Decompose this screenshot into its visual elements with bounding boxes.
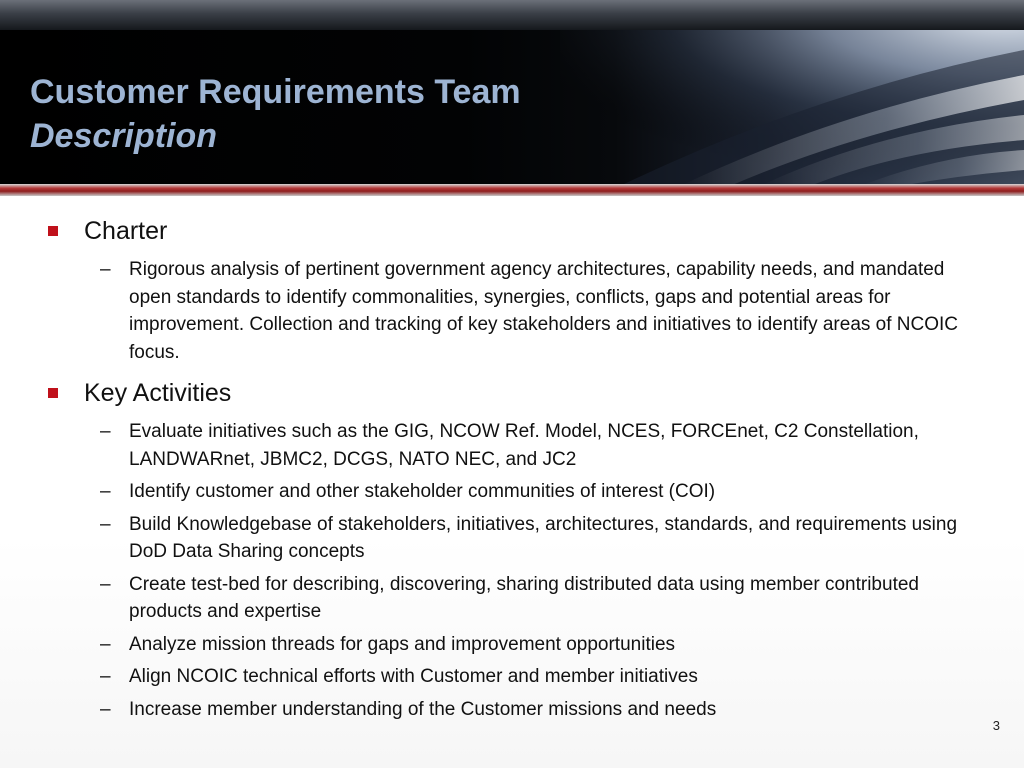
sub-bullet: [0, 511, 1024, 566]
earth-horizon-image: [560, 30, 1024, 186]
bullet-heading: Key Activities: [84, 379, 232, 407]
header-top-band: [0, 0, 1024, 30]
sub-bullet-text: Analyze mission threads for gaps and improvement opportunities: [129, 633, 676, 655]
dash-bullet-icon: –: [100, 698, 111, 720]
sub-bullet: [0, 418, 1024, 473]
sub-bullet-text: Increase member understanding of the Customer missions and needs: [129, 698, 717, 720]
square-bullet-icon: [48, 388, 58, 398]
sub-bullet: [0, 571, 1024, 626]
slide-title: Customer Requirements Team: [30, 73, 521, 111]
dash-bullet-icon: –: [100, 259, 111, 280]
bullet-charter: [0, 214, 1024, 248]
slide-content: [0, 214, 1024, 723]
bullet-heading: Charter: [84, 217, 168, 245]
dash-bullet-icon: –: [100, 573, 111, 595]
bullet-key-activities: [0, 376, 1024, 410]
sub-bullet: [0, 631, 1024, 659]
header-accent-line: [0, 184, 1024, 196]
sub-bullet: [0, 663, 1024, 691]
sub-bullet-text: Create test-bed for describing, discovering, sharing distributed data using member contributed products and expertise: [129, 573, 919, 622]
sub-bullet: [0, 478, 1024, 506]
square-bullet-icon: [48, 226, 58, 236]
dash-bullet-icon: –: [100, 421, 111, 442]
dash-bullet-icon: –: [100, 513, 111, 535]
dash-bullet-icon: –: [100, 666, 111, 687]
dash-bullet-icon: –: [100, 481, 111, 502]
dash-bullet-icon: –: [100, 633, 111, 655]
sub-bullet-text: Build Knowledgebase of stakeholders, initiatives, architectures, standards, and requirements using DoD Data Sharing concepts: [129, 513, 958, 562]
page-number: 3: [992, 718, 1000, 733]
slide-subtitle: Description: [30, 117, 218, 155]
header-banner: [0, 0, 1024, 196]
sub-bullet: [0, 256, 1024, 366]
sub-bullet: [0, 696, 1024, 724]
sub-bullet-text: Identify customer and other stakeholder communities of interest (COI): [129, 481, 716, 502]
sub-bullet-text: Rigorous analysis of pertinent government agency architectures, capability needs, and mandated open standards to identify commonalities, synergies, conflicts, gaps and potential areas for improvement. Collection and tracking of key stakeholders and initiatives to identify areas of NCOIC focus.: [129, 259, 959, 363]
sub-bullet-text: Evaluate initiatives such as the GIG, NCOW Ref. Model, NCES, FORCEnet, C2 Constellation, LANDWARnet, JBMC2, DCGS, NATO NEC, and JC2: [129, 421, 919, 470]
sub-bullet-text: Align NCOIC technical efforts with Customer and member initiatives: [129, 666, 698, 687]
